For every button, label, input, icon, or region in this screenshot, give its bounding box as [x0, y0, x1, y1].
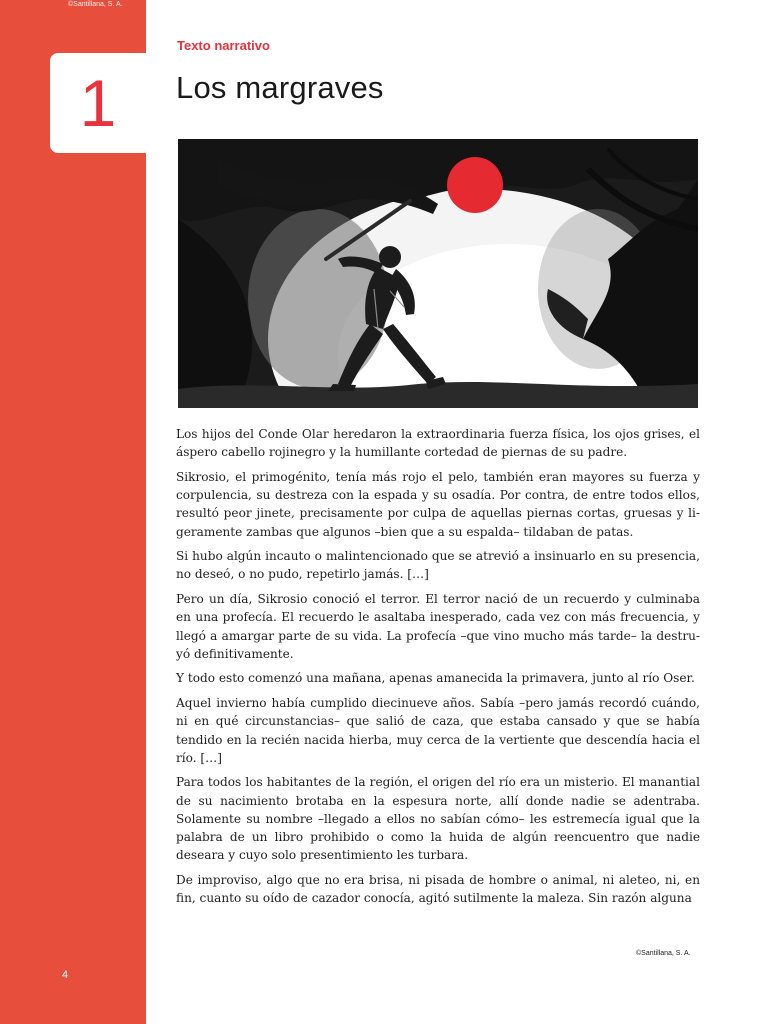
paragraph: Si hubo algún incauto o malintencionado que se atrevió a insinuarlo en su presencia, no deseó, o no pudo, repetirlo jamás. […] — [176, 549, 700, 582]
unit-number-tab — [50, 53, 146, 153]
paragraph: Los hijos del Conde Olar heredaron la extraordinaria fuerza física, los ojos grises, el áspero cabello rojinegro y la humillante cortedad de piernas de su padre. — [176, 427, 700, 460]
copyright-top: ©Santillana, S. A. — [68, 1, 123, 8]
paragraph: Y todo esto comenzó una mañana, apenas amanecida la primavera, junto al río Oser. — [176, 671, 695, 686]
paragraph: Sikrosio, el primogénito, tenía más rojo el pelo, también eran mayores su fuerza y corpulencia, su destreza con la espada y su osadía. Por contra, de entre todos ellos, resultó peor jinete, precisamente por culpa de aquellas piernas cortas, gruesas y ligeramente zambas que algunos –bien que a su espalda– tildaban de patas. — [176, 469, 700, 539]
page-number: 4 — [62, 969, 69, 981]
story-text — [176, 425, 700, 914]
copyright-bottom: ©Santillana, S. A. — [636, 950, 691, 957]
warrior-illustration — [178, 139, 698, 408]
paragraph: Aquel invierno había cumplido diecinueve años. Sabía –pero jamás recordó cuándo, ni en qué circunstancias– que salió de caza, que estaba cansado y que se había tendido en la recién nacida hierba, muy cerca de la vertiente que descendía hacia el río. […] — [176, 696, 700, 765]
paragraph: Pero un día, Sikrosio conoció el terror. El terror nació de un recuerdo y culminaba en una profecía. El recuerdo le asaltaba inesperado, cada vez con más frecuencia, y llegó a amargar parte de su vida. La profecía –que vino mucho más tarde– la destruyó definitivamente. — [176, 592, 700, 661]
paragraph: De improviso, algo que no era brisa, ni pisada de hombre o animal, ni aleteo, ni, en fin, cuanto su oído de cazador conocía, agitó sutilmente la maleza. Sin razón alguna — [176, 872, 700, 906]
unit-number: 1 — [79, 66, 117, 140]
section-label: Texto narrativo — [177, 38, 270, 53]
paragraph: Para todos los habitantes de la región, el origen del río era un misterio. El manantial de su nacimiento brotaba en la espesura norte, allí donde nadie se adentraba. Solamente su nombre –llegado a ellos no sabían cómo– les estremecía igual que la palabra de un libro prohibido o como la huida de algún reencuentro que nadie deseara y cuyo solo presentimiento les turbara. — [176, 775, 700, 863]
page-title: Los margraves — [176, 70, 384, 105]
side-color-band — [0, 0, 146, 1024]
red-sun — [447, 157, 503, 213]
